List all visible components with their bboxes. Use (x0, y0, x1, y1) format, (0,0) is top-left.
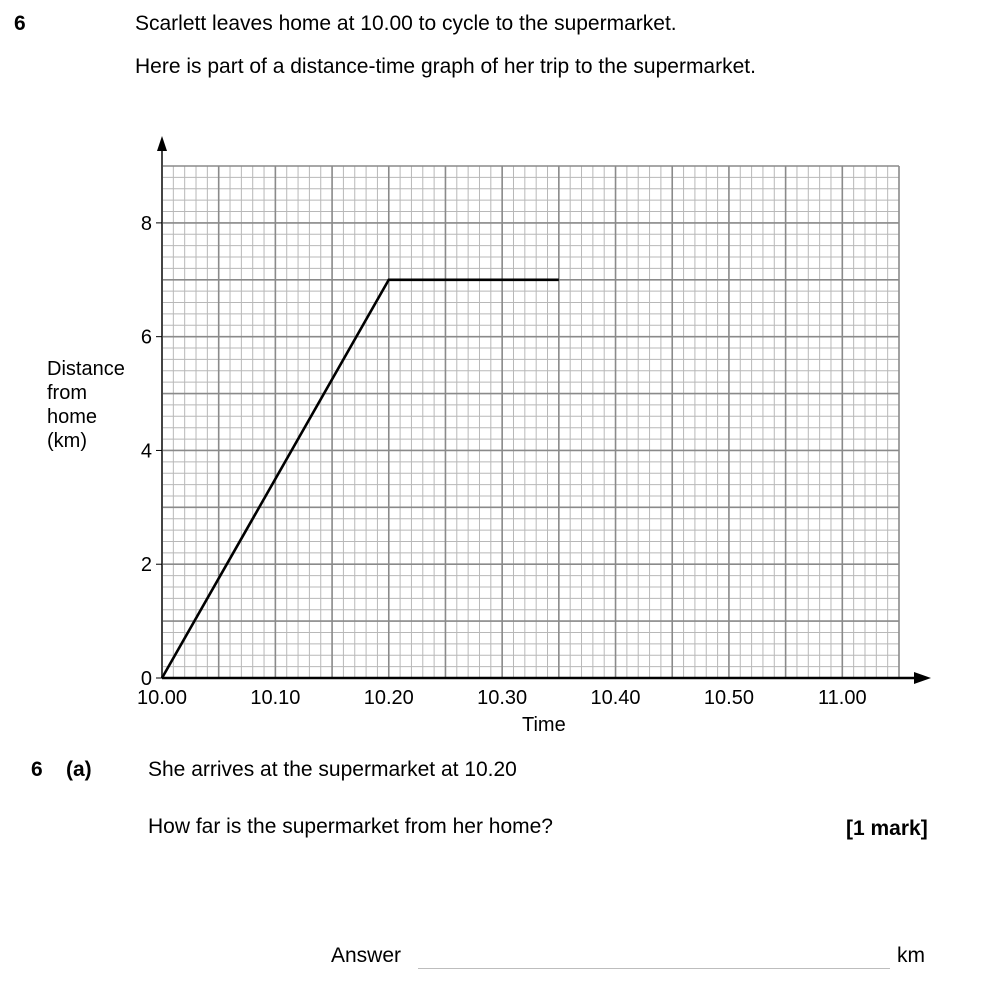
answer-unit: km (897, 944, 925, 967)
question-intro-line-2: Here is part of a distance-time graph of her trip to the supermarket. (135, 55, 756, 78)
answer-input-line[interactable] (418, 968, 890, 969)
y-tick-label: 6 (140, 326, 152, 349)
part-a-number: 6 (31, 758, 43, 781)
x-tick-label: 10.10 (250, 687, 301, 709)
axes (157, 136, 931, 684)
y-axis-label-line: (km) (47, 430, 87, 452)
y-tick-label: 8 (140, 212, 152, 235)
y-axis-label-line: Distance (47, 358, 125, 380)
y-tick-label: 4 (140, 440, 152, 463)
major-gridlines (162, 166, 899, 678)
y-axis-label-line: home (47, 406, 98, 428)
x-axis-label: Time (522, 714, 566, 736)
y-axis-label (47, 357, 125, 453)
y-axis-arrow-icon (157, 136, 167, 151)
part-a-label: (a) (66, 758, 92, 781)
y-tick-label: 2 (140, 554, 152, 577)
x-axis-arrow-icon (914, 672, 931, 684)
minor-gridlines (162, 166, 899, 678)
answer-input[interactable] (430, 944, 870, 968)
marks-badge: [1 mark] (846, 817, 928, 840)
question-intro-line-1: Scarlett leaves home at 10.00 to cycle to the supermarket. (135, 12, 677, 35)
x-tick-label: 10.50 (703, 687, 754, 709)
x-tick-label: 10.30 (477, 687, 528, 709)
distance-time-line (162, 280, 559, 678)
x-tick-label: 11.00 (818, 687, 867, 709)
y-tick-label: 0 (140, 668, 152, 690)
y-axis-label-line: from (47, 382, 87, 404)
x-tick-label: 10.00 (136, 687, 188, 709)
part-a-line-2: How far is the supermarket from her home? (148, 815, 553, 838)
part-a-line-1: She arrives at the supermarket at 10.20 (148, 758, 517, 781)
x-tick-label: 10.20 (363, 687, 414, 709)
answer-label: Answer (331, 944, 402, 967)
x-tick-label: 10.40 (590, 687, 641, 709)
question-number: 6 (14, 12, 26, 35)
data-series (162, 280, 559, 678)
